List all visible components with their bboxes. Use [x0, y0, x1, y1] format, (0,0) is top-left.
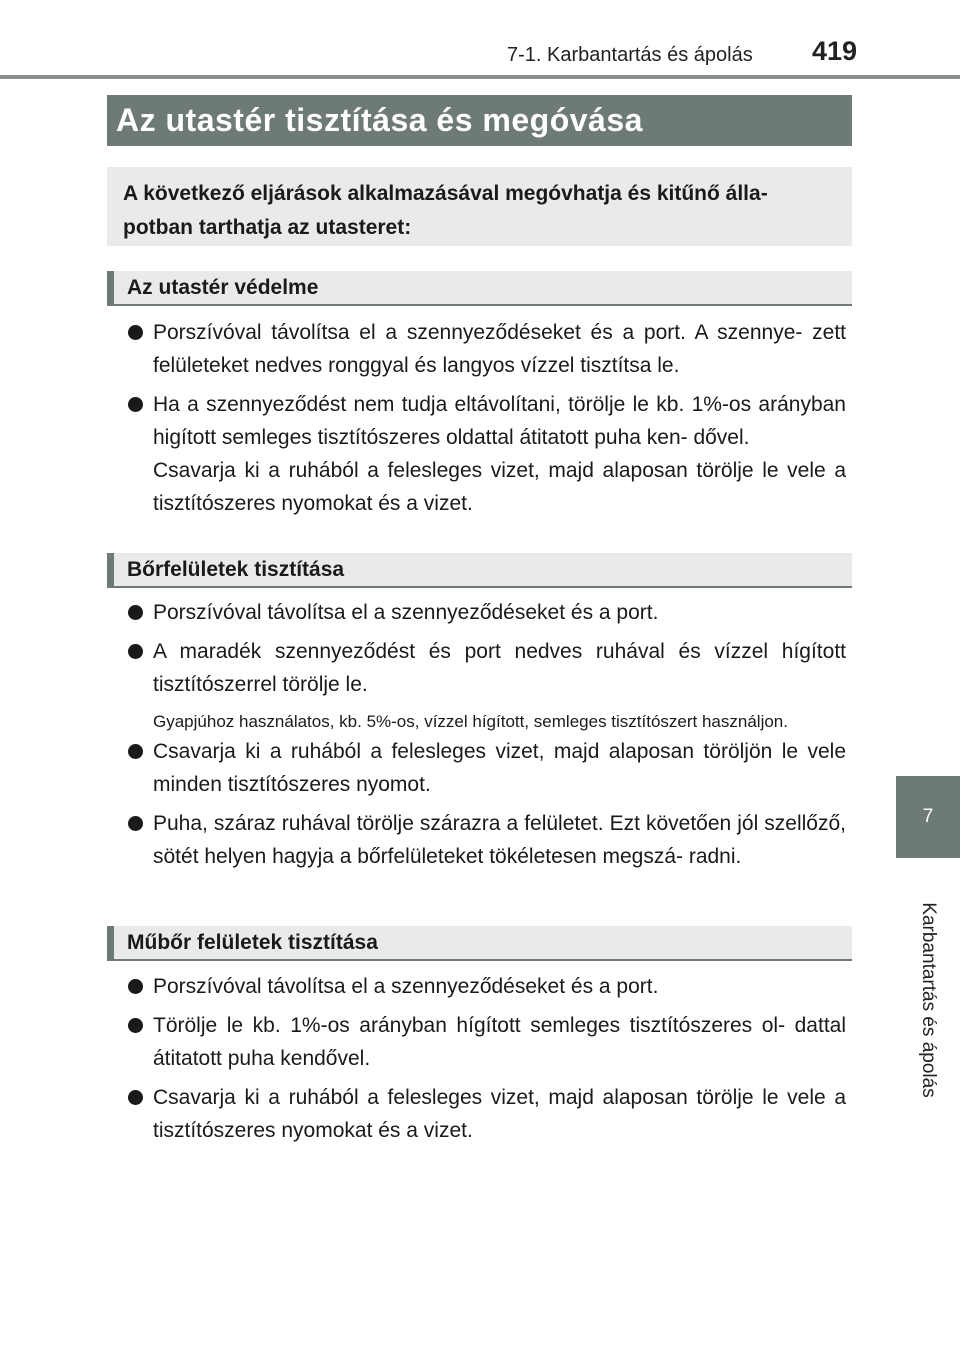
- list-item-text: Csavarja ki a ruhából a felesleges vizet, majd alaposan töröljön le vele minden tisztítószeres nyomot.: [153, 740, 846, 796]
- bullet-icon: [128, 816, 143, 831]
- list-item-text: Porszívóval távolítsa el a szennyeződéseket és a port. A szennye- zett felületeket nedves ronggyal és langyos vízzel tisztítsa le.: [153, 321, 846, 377]
- list-item: [128, 388, 846, 454]
- bullet-icon: [128, 605, 143, 620]
- list-item-text: Törölje le kb. 1%-os arányban hígított semleges tisztítószeres ol- dattal átitatott puha kendővel.: [153, 1014, 846, 1070]
- list-item: [128, 1081, 846, 1147]
- chapter-tab: 7: [896, 776, 960, 858]
- header-rule: [0, 75, 960, 79]
- list-item-text: Porszívóval távolítsa el a szennyeződéseket és a port.: [153, 601, 659, 624]
- section-list-leather-cleaning: [128, 596, 846, 873]
- list-item: [128, 970, 846, 1003]
- list-item: [128, 807, 846, 873]
- list-item: [128, 635, 846, 701]
- list-item-text: Puha, száraz ruhával törölje szárazra a felületet. Ezt követően jól szellőző, sötét helyen hagyja a bőrfelületeket tökéletesen megszá- radni.: [153, 812, 846, 868]
- bullet-icon: [128, 1018, 143, 1033]
- section-list-synthetic-leather: [128, 970, 846, 1147]
- list-item-text: Csavarja ki a ruhából a felesleges vizet, majd alaposan törölje le vele a tisztítószeres nyomokat és a vizet.: [153, 1086, 846, 1142]
- list-item-text: Porszívóval távolítsa el a szennyeződéseket és a port.: [153, 975, 659, 998]
- running-header-section: 7-1. Karbantartás és ápolás: [507, 44, 753, 66]
- section-heading-leather-cleaning: Bőrfelületek tisztítása: [107, 553, 852, 588]
- page-title: Az utastér tisztítása és megóvása: [107, 95, 852, 146]
- note-text: Gyapjúhoz használatos, kb. 5%-os, vízzel hígított, semleges tisztítószert használjon.: [153, 712, 788, 731]
- bullet-icon: [128, 397, 143, 412]
- bullet-icon: [128, 1090, 143, 1105]
- bullet-icon: [128, 644, 143, 659]
- section-heading-synthetic-leather: Műbőr felületek tisztítása: [107, 926, 852, 961]
- list-item-text: Ha a szennyeződést nem tudja eltávolítani, törölje le kb. 1%-os arányban higított semleges tisztítószeres oldattal átitatott puha ken- dővel.: [153, 393, 846, 449]
- intro-text: A következő eljárások alkalmazásával megóvhatja és kitűnő álla- potban tarthatja az utasteret:: [107, 167, 852, 246]
- section-list-interior-protection: [128, 316, 846, 520]
- page-number: 419: [812, 36, 858, 66]
- bullet-icon: [128, 979, 143, 994]
- list-item: [128, 316, 846, 382]
- list-item-text: A maradék szennyeződést és port nedves ruhával és vízzel hígított tisztítószerrel törölje le.: [153, 640, 846, 696]
- chapter-side-label: Karbantartás és ápolás: [918, 902, 939, 1098]
- bullet-icon: [128, 325, 143, 340]
- list-item: [128, 735, 846, 801]
- list-item: [128, 1009, 846, 1075]
- list-continuation-text: Csavarja ki a ruhából a felesleges vizet, majd alaposan törölje le vele a tisztítószeres nyomokat és a vizet.: [153, 459, 846, 515]
- bullet-icon: [128, 744, 143, 759]
- section-heading-interior-protection: Az utastér védelme: [107, 271, 852, 306]
- list-item: [128, 596, 846, 629]
